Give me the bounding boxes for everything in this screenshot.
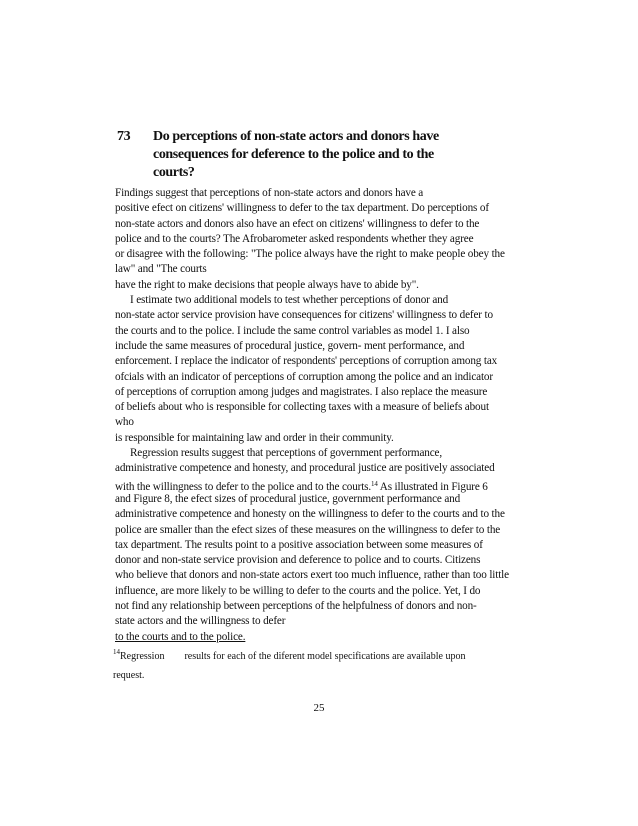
body-line: non-state actors and donors also have an efect on citizens' willingness to defer to the	[115, 217, 480, 230]
body-line-tail: As illustrated in Figure 6	[377, 480, 488, 493]
body-line: the courts and to the police. I include the same control variables as model 1. I also	[115, 324, 470, 337]
section-heading	[117, 128, 497, 182]
body-line: donor and non-state service provision and deference to police and to courts. Citizens	[115, 554, 481, 567]
body-line: police are smaller than the efect sizes of these measures on the willingness to defer to the	[115, 523, 501, 536]
footnote-mark: 14	[113, 648, 120, 656]
body-line: enforcement. I replace the indicator of respondents' perceptions of corruption among tax	[115, 355, 498, 368]
body-line: who	[115, 416, 134, 429]
footnote-line-1	[113, 646, 533, 663]
body-line: administrative competence and honesty, and procedural justice are positively associated	[115, 462, 495, 475]
body-line: ofcials with an indicator of perceptions of corruption among the police and an indicator	[115, 370, 493, 383]
body-line-last: to the courts and to the police.	[115, 630, 246, 643]
body-line: have the right to make decisions that people always have to abide by".	[115, 278, 419, 291]
section-title-line-1: Do perceptions of non-state actors and donors have	[153, 129, 439, 144]
body-line-text: with the willingness to defer to the police and to the courts.	[115, 480, 372, 493]
body-line: law" and "The courts	[115, 263, 207, 276]
body-line: Findings suggest that perceptions of non-state actors and donors have a	[115, 187, 424, 199]
body-line: positive efect on citizens' willingness to defer to the tax department. Do perceptions of	[115, 202, 489, 215]
body-line: state actors and the willingness to defer	[115, 615, 286, 628]
footnote-word: Regression	[120, 651, 165, 662]
body-line: tax department. The results point to a positive association between some measures of	[115, 538, 483, 551]
body-line: who believe that donors and non-state actors exert too much influence, rather than too little	[115, 569, 509, 582]
body-line-with-footnote	[115, 477, 525, 492]
body-line: or disagree with the following: "The police always have the right to make people obey the	[115, 248, 505, 261]
body-line: administrative competence and honesty on the willingness to defer to the courts and to the	[115, 508, 505, 521]
footnote-text: results for each of the diferent model specifications are available upon	[184, 651, 466, 662]
body-line: Regression results suggest that perceptions of government performance,	[130, 447, 442, 460]
body-line: of perceptions of corruption among judges and magistrates. I also replace the measure	[115, 385, 488, 398]
body-line: include the same measures of procedural justice, govern- ment performance, and	[115, 339, 465, 352]
body-line: I estimate two additional models to test whether perceptions of donor and	[130, 294, 449, 307]
body-line: non-state actor service provision have consequences for citizens' willingness to defer to	[115, 309, 493, 322]
body-line: of beliefs about who is responsible for collecting taxes with a measure of beliefs about	[115, 401, 489, 414]
body-line: is responsible for maintaining law and order in their community.	[115, 431, 394, 444]
section-title-line-3: courts?	[153, 165, 195, 180]
body-line: police and to the courts? The Afrobarometer asked respondents whether they agree	[115, 232, 474, 245]
body-text	[115, 186, 525, 645]
body-line: not find any relationship between perceptions of the helpfulness of donors and non-	[115, 600, 477, 613]
section-title-line-2: consequences for deference to the police and to the	[153, 147, 434, 162]
page-number: 25	[313, 702, 325, 714]
footnote-line-2: request.	[113, 670, 145, 681]
footnote-reference[interactable]: 14	[371, 479, 378, 488]
section-number: 73	[117, 129, 131, 144]
footnote	[113, 646, 533, 682]
body-line: influence, are more likely to be willing to defer to the courts and the police. Yet, I do	[115, 584, 481, 597]
body-line: and Figure 8, the efect sizes of procedural justice, government performance and	[115, 492, 461, 505]
